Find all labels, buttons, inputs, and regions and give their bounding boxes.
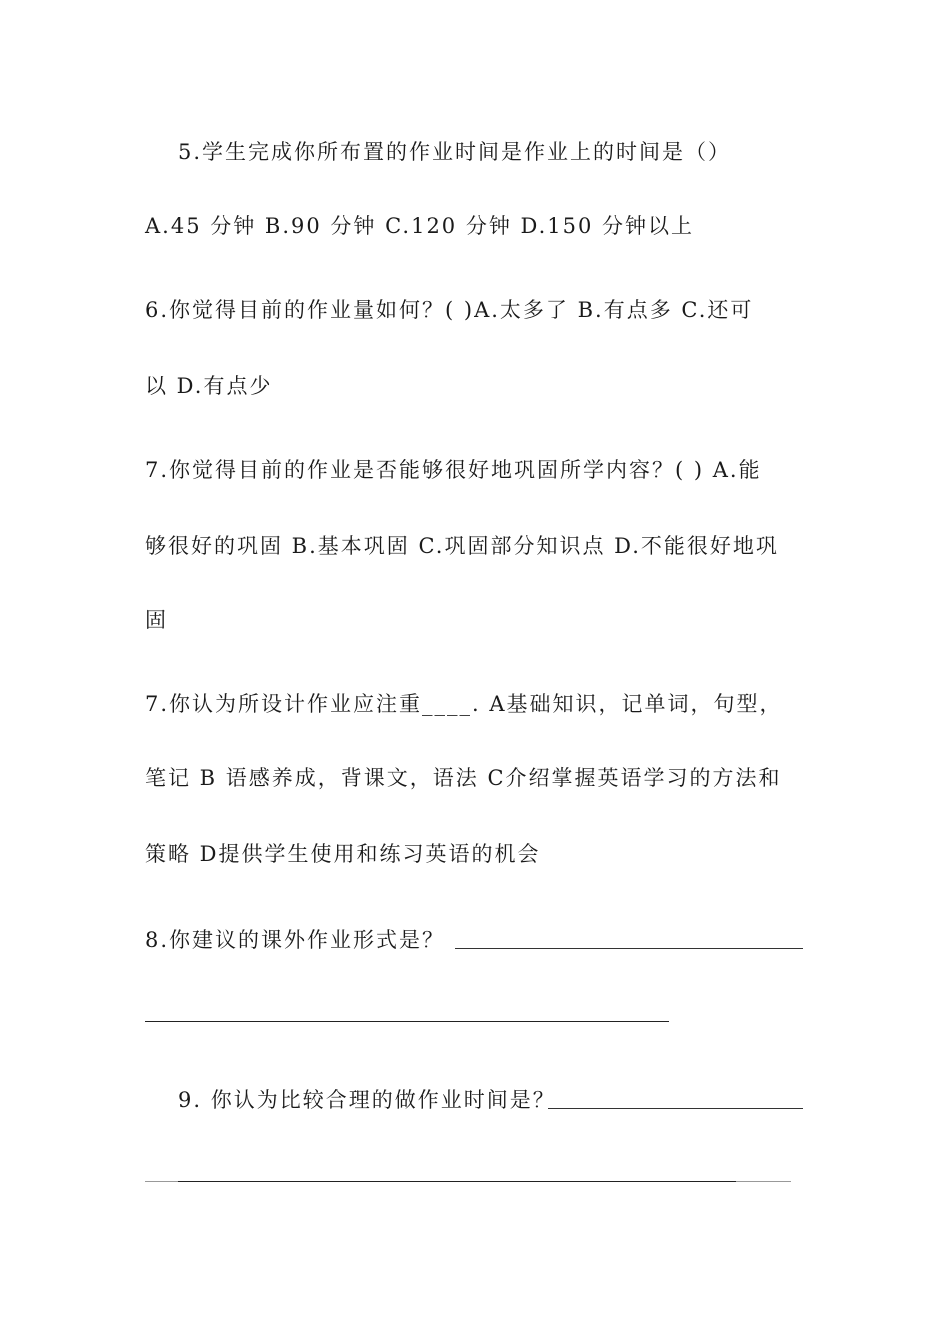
question-7a-text-end: 固 (145, 608, 168, 632)
question-9-answer-line-right (736, 1181, 791, 1182)
question-8-answer-line-2[interactable] (145, 1021, 669, 1022)
question-5-options: A.45 分钟 B.90 分钟 C.120 分钟 D.150 分钟以上 (145, 214, 695, 238)
question-7a-text-cont: 够很好的巩固 B.基本巩固 C.巩固部分知识点 D.不能很好地巩 (145, 534, 779, 558)
question-8-text: 8.你建议的课外作业形式是？ (145, 928, 446, 952)
question-7b-text-cont: 笔记 B 语感养成，背课文，语法 C介绍掌握英语学习的方法和 (145, 766, 782, 790)
question-7b-text-end: 策略 D提供学生使用和练习英语的机会 (145, 842, 541, 866)
question-7b-text: 7.你认为所设计作业应注重____. A基础知识，记单词，句型， (145, 692, 783, 716)
question-5-text: 5.学生完成你所布置的作业时间是作业上的时间是（） (178, 140, 732, 164)
question-8-answer-line[interactable] (455, 948, 803, 949)
question-9-answer-line-2[interactable] (178, 1181, 736, 1182)
question-7a-text: 7.你觉得目前的作业是否能够很好地巩固所学内容？( ) A.能 (145, 458, 762, 482)
question-6-text: 6.你觉得目前的作业量如何？( )A.太多了 B.有点多 C.还可 (145, 298, 754, 322)
question-9-answer-line-left (145, 1181, 180, 1182)
question-9-answer-line[interactable] (548, 1108, 803, 1109)
question-6-text-cont: 以 D.有点少 (145, 374, 273, 398)
question-9-text: 9. 你认为比较合理的做作业时间是？ (178, 1088, 556, 1112)
